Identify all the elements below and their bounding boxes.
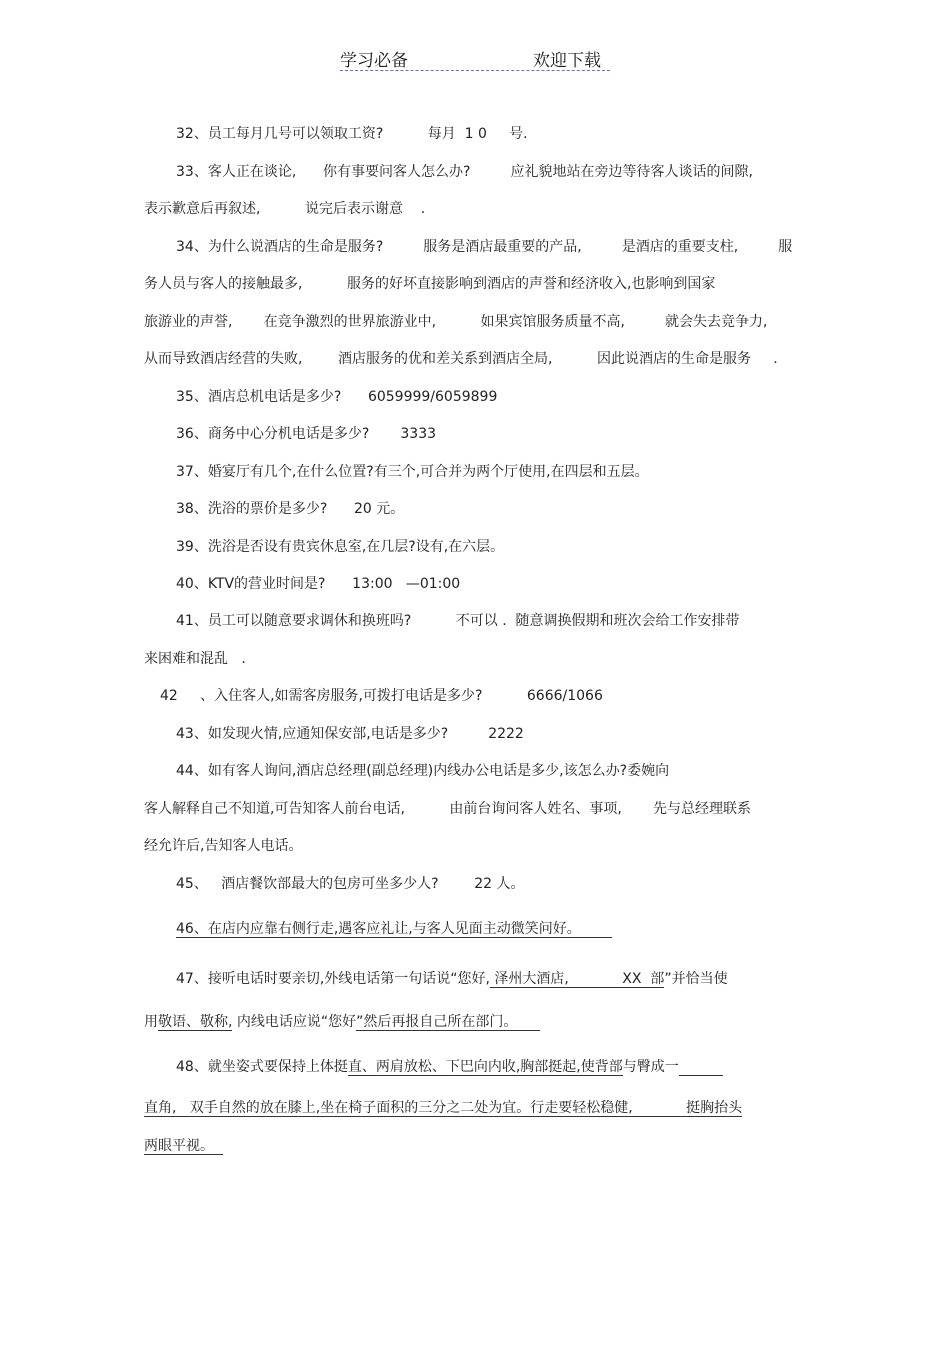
q35-line: 35、酒店总机电话是多少? 6059999/6059899: [176, 389, 498, 405]
q34-line-3: 旅游业的声誉, 在竞争激烈的世界旅游业中, 如果宾馆服务质量不高, 就会失去竞争力,: [144, 314, 768, 330]
q48-blank: [679, 1059, 724, 1076]
q41-line-1: 41、员工可以随意要求调休和换班吗? 不可以 . 随意调换假期和班次会给工作安排带: [176, 613, 740, 629]
q48-text-a: 48、就坐姿式要保持上体挺: [176, 1059, 348, 1075]
q39-line: 39、洗浴是否设有贵宾休息室,在几层?设有,在六层。: [176, 539, 505, 555]
q48-line-3: [144, 1138, 223, 1154]
q46-line: [176, 921, 612, 937]
q47-underlined-b: 敬语、敬称,: [158, 1014, 233, 1030]
header-left-text: 学习必备: [340, 51, 408, 71]
q47-text-d: 内线电话应说“您好: [232, 1014, 357, 1030]
q47-line-2: [144, 1014, 540, 1030]
q47-underlined-a: 泽州大酒店, XX 部: [489, 971, 665, 987]
q37-line: 37、婚宴厅有几个,在什么位置?有三个,可合并为两个厅使用,在四层和五层。: [176, 464, 649, 480]
q47-underlined-c: ”然后再报自己所在部门。: [356, 1014, 540, 1030]
q42-line: 42 、入住客人,如需客房服务,可拨打电话是多少? 6666/1066: [160, 688, 603, 704]
q43-line: 43、如发现火情,应通知保安部,电话是多少? 2222: [176, 726, 524, 742]
header-right-text: 欢迎下载: [533, 51, 601, 71]
q48-underlined-c: 两眼平视。: [144, 1138, 223, 1154]
q48-text-b: 与臀成一: [622, 1059, 679, 1075]
q48-line-1: [176, 1059, 723, 1075]
q32-line: 32、员工每月几号可以领取工资? 每月 1 0 号.: [176, 126, 528, 142]
q48-underlined-b: 直角, 双手自然的放在膝上,坐在椅子面积的三分之二处为宜。行走要轻松稳健, 挺胸抬头: [144, 1100, 743, 1116]
q41-line-2: 来困难和混乱 .: [144, 651, 246, 667]
q36-line: 36、商务中心分机电话是多少? 3333: [176, 426, 437, 442]
q34-line-2: 务人员与客人的接触最多, 服务的好坏直接影响到酒店的声誉和经济收入,也影响到国家: [144, 276, 716, 292]
q47-line-1: [176, 971, 728, 987]
q33-line-1: 33、客人正在谈论, 你有事要问客人怎么办? 应礼貌地站在旁边等待客人谈话的间隙,: [176, 164, 753, 180]
q48-line-2: [144, 1100, 742, 1116]
q34-line-4: 从而导致酒店经营的失败, 酒店服务的优和差关系到酒店全局, 因此说酒店的生命是服务 .: [144, 351, 778, 367]
q44-line-3: 经允许后,告知客人电话。: [144, 838, 303, 854]
q47-text-c: 用: [144, 1014, 158, 1030]
q47-text-a: 47、接听电话时要亲切,外线电话第一句话说“您好,: [176, 971, 490, 987]
header-dashed-rule: [340, 70, 610, 71]
q44-line-2: 客人解释自己不知道,可告知客人前台电话, 由前台询问客人姓名、事项, 先与总经理联系: [144, 801, 752, 817]
q33-line-2: 表示歉意后再叙述, 说完后表示谢意 .: [144, 201, 426, 217]
q45-line: 45、 酒店餐饮部最大的包房可坐多少人? 22 人。: [176, 876, 525, 892]
q44-line-1: 44、如有客人询问,酒店总经理(副总经理)内线办公电话是多少,该怎么办?委婉向: [176, 763, 670, 779]
q40-line: 40、KTV的营业时间是? 13:00 —01:00: [176, 576, 461, 592]
q46-text: 46、在店内应靠右侧行走,遇客应礼让,与客人见面主动微笑问好。: [176, 921, 612, 937]
q48-underlined-a: 直、两肩放松、下巴向内收,胸部挺起,使背部: [347, 1059, 623, 1075]
page-header: [340, 46, 610, 74]
q38-line: 38、洗浴的票价是多少? 20 元。: [176, 501, 405, 517]
q47-text-b: ”并恰当使: [664, 971, 728, 987]
q34-line-1: 34、为什么说酒店的生命是服务? 服务是酒店最重要的产品, 是酒店的重要支柱, 服: [176, 239, 793, 255]
